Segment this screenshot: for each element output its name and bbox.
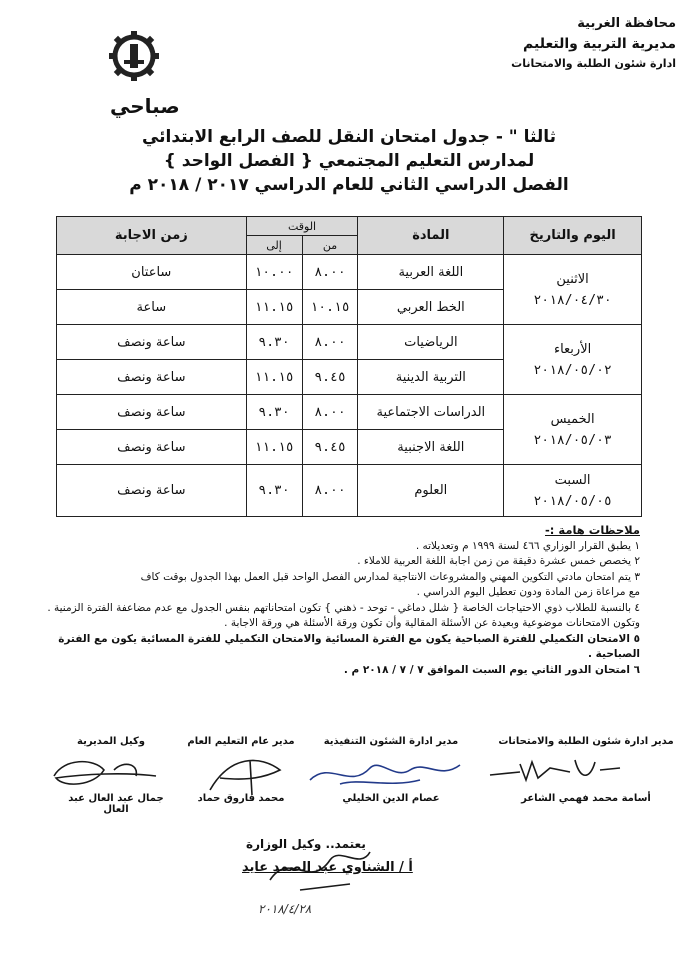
- approval-label: يعتمد.. وكيل الوزارة: [246, 837, 366, 851]
- exam-schedule-table: [56, 216, 642, 517]
- directorate: مديرية التربية والتعليم: [523, 36, 676, 52]
- department: ادارة شئون الطلبة والامتحانات: [511, 57, 676, 70]
- subject-cell: الخط العربي: [358, 290, 504, 325]
- signature-1-icon: [480, 750, 630, 790]
- day-cell: [504, 465, 642, 517]
- day-date: ٢٠١٨/٠٥/٠٥: [533, 493, 612, 509]
- ministry-gear-logo-icon: [108, 30, 160, 82]
- day-name: الأربعاء: [553, 341, 592, 357]
- handwritten-date: ٢٠١٨/٤/٢٨: [258, 902, 312, 916]
- subject-cell: الرياضيات: [358, 325, 504, 360]
- day-date: ٢٠١٨/٠٥/٠٣: [533, 432, 612, 448]
- duration-cell: ساعتان: [57, 255, 247, 290]
- duration-cell: ساعة ونصف: [57, 465, 247, 517]
- notes-heading: ملاحظات هامة :-: [545, 523, 640, 537]
- day-name: الخميس: [550, 411, 595, 427]
- to-cell: ٩.٣٠: [246, 465, 302, 517]
- note-item: ٤ بالنسبة للطلاب ذوي الاحتياجات الخاصة { شلل دماغي - توحد - ذهني } تكون امتحاناتهم بنفس الجدول مع عدم مضاعفة الفترة الزمنية .: [47, 601, 640, 614]
- header-duration: زمن الاجابة: [57, 217, 247, 255]
- duration-cell: ساعة ونصف: [57, 325, 247, 360]
- day-name: الاثنين: [556, 271, 589, 287]
- letterhead: [456, 14, 676, 74]
- to-cell: ١١.١٥: [246, 290, 302, 325]
- note-item: ٣ يتم امتحان مادتي التكوين المهني والمشروعات الانتاجية لمدارس الفصل الواحد قبل العمل بهذا الجدول بوقت كاف: [140, 570, 640, 583]
- subject-cell: اللغة العربية: [358, 255, 504, 290]
- duration-cell: ساعة: [57, 290, 247, 325]
- signer-2-name: عصام الدين الخليلي: [342, 793, 440, 804]
- to-cell: ٩.٣٠: [246, 325, 302, 360]
- signature-4-icon: [44, 750, 164, 794]
- table-row: [57, 255, 642, 290]
- note-item: ١ يطبق القرار الوزاري ٤٦٦ لسنة ١٩٩٩ م وتعديلاته .: [415, 539, 640, 552]
- title-line-1: ثالثا " - جدول امتحان النقل للصف الرابع الابتدائي: [141, 127, 557, 147]
- signature-2-icon: [300, 750, 470, 794]
- day-cell: [504, 325, 642, 395]
- to-cell: ٩.٣٠: [246, 395, 302, 430]
- signer-3-name: محمد فاروق حماد: [197, 793, 285, 804]
- duration-cell: ساعة ونصف: [57, 430, 247, 465]
- subject-cell: الدراسات الاجتماعية: [358, 395, 504, 430]
- day-cell: [504, 395, 642, 465]
- signer-2-title: مدير ادارة الشئون التنفيذية: [323, 736, 459, 747]
- header-subject: المادة: [358, 217, 504, 255]
- signer-4-title: وكيل المديرية: [77, 736, 145, 747]
- subject-cell: اللغة الاجنبية: [358, 430, 504, 465]
- table-row: [57, 465, 642, 517]
- day-date: ٢٠١٨/٠٥/٠٢: [533, 362, 612, 378]
- header-from: من: [302, 236, 358, 255]
- to-cell: ١١.١٥: [246, 430, 302, 465]
- from-cell: ٨.٠٠: [302, 465, 358, 517]
- subject-cell: التربية الدينية: [358, 360, 504, 395]
- header-to: إلى: [246, 236, 302, 255]
- duration-cell: ساعة ونصف: [57, 395, 247, 430]
- header-time: الوقت: [246, 217, 358, 236]
- day-date: ٢٠١٨/٠٤/٣٠: [533, 292, 612, 308]
- from-cell: ٩.٤٥: [302, 360, 358, 395]
- subject-cell: العلوم: [358, 465, 504, 517]
- title-line-2: لمدارس التعليم المجتمعي { الفصل الواحد }: [163, 151, 535, 171]
- note-item: وتكون الامتحانات موضوعية وبعيدة عن الأسئلة المقالية وأن تكون ورقة الأسئلة هي ورقة الاجابة .: [224, 617, 640, 629]
- signer-1-name: أسامة محمد فهمي الشاعر: [521, 793, 651, 804]
- table-row: [57, 325, 642, 360]
- to-cell: ١٠.٠٠: [246, 255, 302, 290]
- day-name: السبت: [554, 472, 591, 488]
- shift-label: صباحي: [110, 94, 180, 118]
- from-cell: ٨.٠٠: [302, 395, 358, 430]
- header-day-date: اليوم والتاريخ: [504, 217, 642, 255]
- from-cell: ٨.٠٠: [302, 325, 358, 360]
- duration-cell: ساعة ونصف: [57, 360, 247, 395]
- important-notes: [40, 523, 640, 678]
- day-cell: [504, 255, 642, 325]
- governorate: محافظة الغربية: [577, 16, 676, 31]
- note-item: مع مراعاة زمن المادة ودون تعطيل اليوم الدراسي .: [416, 586, 640, 598]
- signer-4-name: جمال عبد العال عبد العال: [68, 793, 164, 815]
- note-item: ٦ امتحان الدور الثاني يوم السبت الموافق ٧ / ٧ / ٢٠١٨ م .: [343, 663, 640, 676]
- from-cell: ١٠.١٥: [302, 290, 358, 325]
- signer-1-title: مدير ادارة شئون الطلبة والامتحانات: [498, 736, 674, 747]
- note-item: ٥ الامتحان التكميلي للفترة الصباحية يكون مع الفترة المسائية والامتحان التكميلي للفترة المسائية يكون مع الفترة الصباحية .: [58, 632, 640, 660]
- signer-3-title: مدير عام التعليم العام: [187, 736, 295, 747]
- from-cell: ٩.٤٥: [302, 430, 358, 465]
- note-item: ٢ يخصص خمس عشرة دقيقة من زمن اجابة اللغة العربية للاملاء .: [357, 555, 640, 567]
- minister-name-label: أ / الشناوي عبد الصمد عايد: [242, 860, 413, 875]
- title-line-3: الفصل الدراسي الثاني للعام الدراسي ٢٠١٧ / ٢٠١٨ م: [129, 175, 569, 195]
- table-row: [57, 395, 642, 430]
- to-cell: ١١.١٥: [246, 360, 302, 395]
- document-titles: [0, 125, 698, 197]
- from-cell: ٨.٠٠: [302, 255, 358, 290]
